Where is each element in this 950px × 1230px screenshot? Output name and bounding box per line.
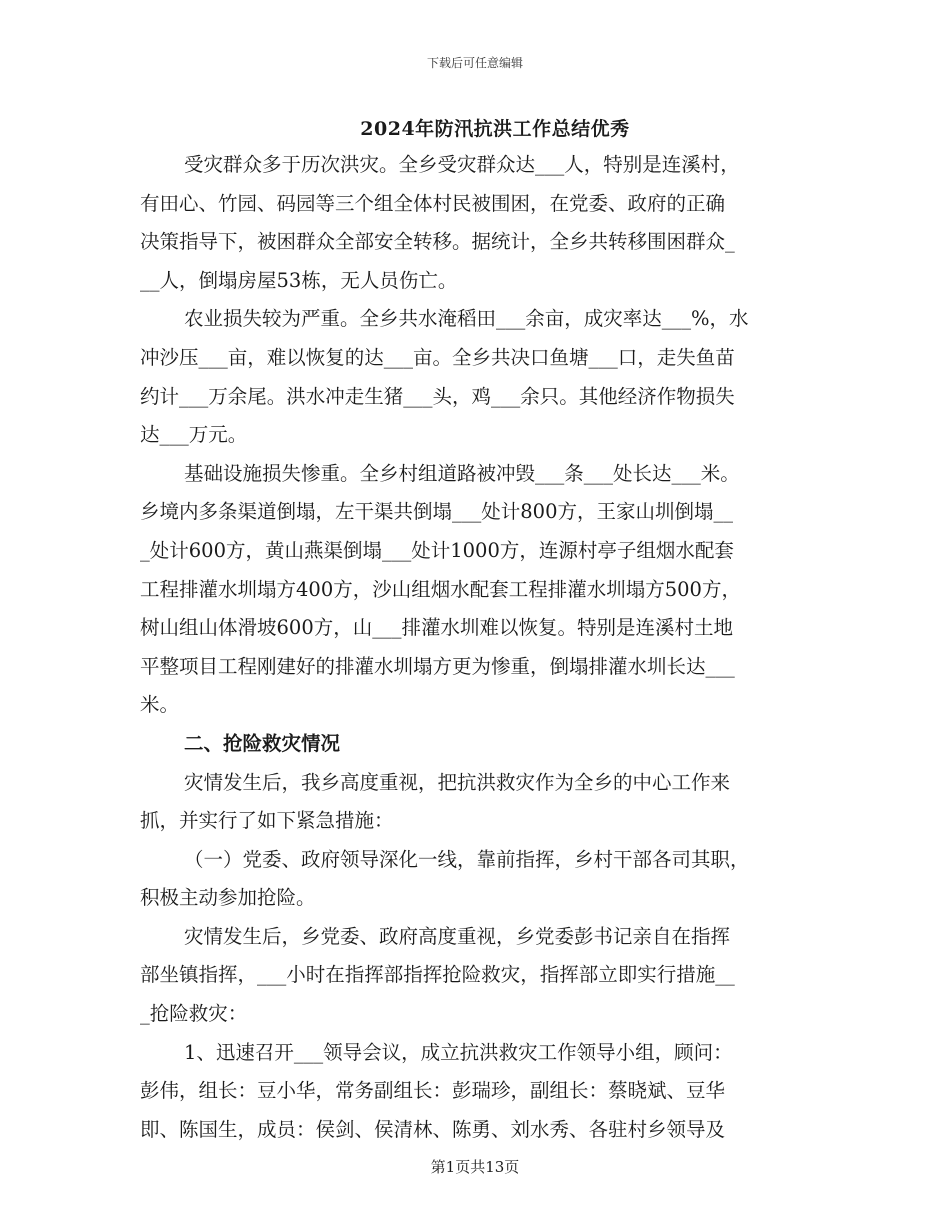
text-line: 部坐镇指挥，___小时在指挥部指挥抢险救灾，指挥部立即实行措施__ (140, 963, 735, 987)
text-line: 彭伟，组长：豆小华，常务副组长：彭瑞珍，副组长：蔡晓斌、豆华 (140, 1079, 726, 1103)
text-line: 米。 (140, 693, 180, 717)
document-body (140, 146, 808, 1149)
text-line: 乡境内多条渠道倒塌，左干渠共倒塌___处计800方，王家山圳倒塌__ (140, 500, 733, 524)
text-line: _抢险救灾： (140, 1002, 248, 1026)
text-line: 决策指导下，被困群众全部安全转移。据统计，全乡共转移围困群众_ (140, 230, 735, 254)
document-title: 2024年防汛抗洪工作总结优秀 (360, 118, 630, 140)
text-line: 灾情发生后，乡党委、政府高度重视，乡党委彭书记亲自在指挥 (184, 924, 731, 948)
text-line: 有田心、竹园、码园等三个组全体村民被围困，在党委、政府的正确 (140, 191, 726, 215)
text-line: 1、迅速召开___领导会议，成立抗洪救灾工作领导小组，顾问： (184, 1040, 733, 1064)
text-line: 灾情发生后，我乡高度重视，把抗洪救灾作为全乡的中心工作来 (184, 770, 731, 794)
page-header: 下载后可任意编辑 (426, 56, 523, 70)
text-line: 抓，并实行了如下紧急措施： (140, 809, 394, 833)
section-heading: 二、抢险救灾情况 (184, 731, 341, 755)
text-line: _处计600方，黄山燕渠倒塌___处计1000方，连源村亭子组烟水配套 (140, 538, 734, 562)
text-line: 冲沙压___亩，难以恢复的达___亩。全乡共决口鱼塘___口，走失鱼苗 (140, 345, 735, 369)
text-line: （一）党委、政府领导深化一线，靠前指挥，乡村干部各司其职， (184, 847, 750, 871)
text-line: 积极主动参加抢险。 (140, 886, 316, 910)
text-line: 基础设施损失惨重。全乡村组道路被冲毁___条___处长达___米。 (184, 461, 740, 485)
text-line: 约计___万余尾。洪水冲走生猪___头，鸡___余只。其他经济作物损失 (140, 384, 735, 408)
text-line: 农业损失较为严重。全乡共水淹稻田___余亩，成灾率达___%，水 (184, 307, 749, 331)
text-line: 即、陈国生，成员：侯剑、侯清林、陈勇、刘水秀、各驻村乡领导及 (140, 1117, 726, 1141)
text-line: 受灾群众多于历次洪灾。全乡受灾群众达___人，特别是连溪村， (184, 153, 740, 176)
text-line: 树山组山体滑坡600方，山___排灌水圳难以恢复。特别是连溪村土地 (140, 616, 733, 640)
page-footer: 第1页共13页 (430, 1158, 520, 1176)
text-line: 工程排灌水圳塌方400方，沙山组烟水配套工程排灌水圳塌方500方， (140, 577, 741, 601)
text-line: 平整项目工程刚建好的排灌水圳塌方更为惨重，倒塌排灌水圳长达___ (140, 654, 735, 678)
text-line: 达___万元。 (140, 423, 248, 447)
text-line: __人，倒塌房屋53栋，无人员伤亡。 (140, 268, 458, 292)
